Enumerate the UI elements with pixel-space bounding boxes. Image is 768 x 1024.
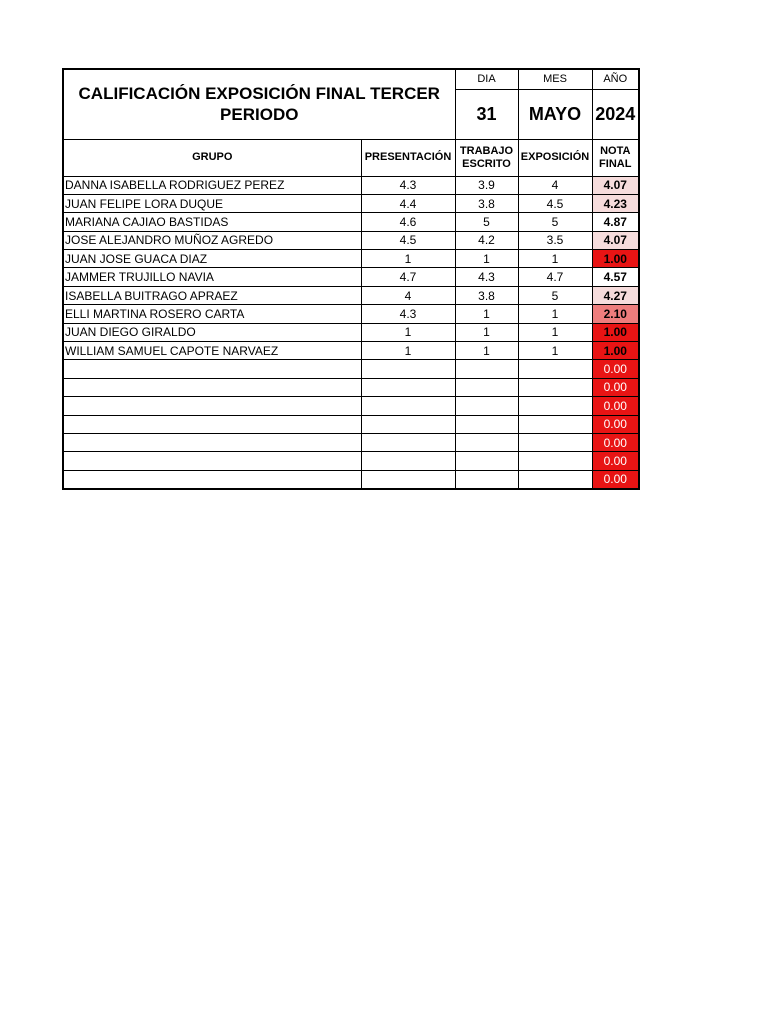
table-row: [63, 342, 639, 360]
written-work-cell[interactable]: [455, 433, 518, 451]
table-row: [63, 176, 639, 194]
student-name-cell[interactable]: [63, 378, 361, 396]
presentation-cell[interactable]: 1: [361, 323, 455, 341]
presentation-cell[interactable]: 4.7: [361, 268, 455, 286]
written-work-cell[interactable]: [455, 470, 518, 488]
year-label[interactable]: AÑO: [592, 69, 639, 89]
presentation-cell[interactable]: 4.3: [361, 176, 455, 194]
final-grade-cell[interactable]: 0.00: [592, 415, 639, 433]
presentation-cell[interactable]: [361, 452, 455, 470]
final-grade-cell[interactable]: 0.00: [592, 433, 639, 451]
student-name-cell[interactable]: JUAN DIEGO GIRALDO: [63, 323, 361, 341]
table-row: [63, 470, 639, 488]
student-name-cell[interactable]: JUAN FELIPE LORA DUQUE: [63, 194, 361, 212]
table-row: [63, 268, 639, 286]
exposition-cell[interactable]: [518, 452, 592, 470]
final-grade-cell[interactable]: 2.10: [592, 305, 639, 323]
written-work-cell[interactable]: [455, 360, 518, 378]
presentation-cell[interactable]: 4.4: [361, 194, 455, 212]
exposition-cell[interactable]: [518, 378, 592, 396]
student-name-cell[interactable]: ELLI MARTINA ROSERO CARTA: [63, 305, 361, 323]
column-header-presentation[interactable]: PRESENTACIÓN: [361, 139, 455, 176]
written-work-cell[interactable]: [455, 452, 518, 470]
presentation-cell[interactable]: [361, 415, 455, 433]
student-name-cell[interactable]: JAMMER TRUJILLO NAVIA: [63, 268, 361, 286]
student-name-cell[interactable]: WILLIAM SAMUEL CAPOTE NARVAEZ: [63, 342, 361, 360]
final-grade-cell[interactable]: 1.00: [592, 250, 639, 268]
written-work-cell[interactable]: [455, 397, 518, 415]
written-work-cell[interactable]: [455, 378, 518, 396]
final-grade-cell[interactable]: 1.00: [592, 342, 639, 360]
exposition-cell[interactable]: 1: [518, 305, 592, 323]
day-value[interactable]: 31: [455, 89, 518, 139]
final-grade-cell[interactable]: 1.00: [592, 323, 639, 341]
table-row: [63, 250, 639, 268]
table-row: [63, 433, 639, 451]
written-work-cell[interactable]: 4.3: [455, 268, 518, 286]
table-row: [63, 360, 639, 378]
presentation-cell[interactable]: 4.3: [361, 305, 455, 323]
final-grade-cell[interactable]: 4.23: [592, 194, 639, 212]
table-row: [63, 231, 639, 249]
student-name-cell[interactable]: [63, 433, 361, 451]
student-name-cell[interactable]: [63, 470, 361, 488]
final-grade-cell[interactable]: 4.27: [592, 286, 639, 304]
table-row: [63, 323, 639, 341]
exposition-cell[interactable]: [518, 433, 592, 451]
final-grade-cell[interactable]: 4.07: [592, 176, 639, 194]
written-work-cell[interactable]: [455, 415, 518, 433]
table-row: [63, 397, 639, 415]
written-work-cell[interactable]: 4.2: [455, 231, 518, 249]
day-label[interactable]: DIA: [455, 69, 518, 89]
written-work-cell[interactable]: 3.9: [455, 176, 518, 194]
grades-spreadsheet: [62, 68, 640, 490]
table-row: [63, 213, 639, 231]
exposition-cell[interactable]: [518, 415, 592, 433]
presentation-cell[interactable]: 1: [361, 342, 455, 360]
year-value[interactable]: 2024: [592, 89, 639, 139]
exposition-cell[interactable]: 1: [518, 342, 592, 360]
exposition-cell[interactable]: 4.7: [518, 268, 592, 286]
presentation-cell[interactable]: [361, 433, 455, 451]
table-row: [63, 305, 639, 323]
exposition-cell[interactable]: [518, 360, 592, 378]
final-grade-cell[interactable]: 0.00: [592, 360, 639, 378]
written-work-cell[interactable]: 3.8: [455, 194, 518, 212]
student-name-cell[interactable]: ISABELLA BUITRAGO APRAEZ: [63, 286, 361, 304]
student-name-cell[interactable]: [63, 452, 361, 470]
month-label[interactable]: MES: [518, 69, 592, 89]
written-work-cell[interactable]: 1: [455, 305, 518, 323]
final-grade-cell[interactable]: 4.57: [592, 268, 639, 286]
written-work-cell[interactable]: 1: [455, 323, 518, 341]
table-row: [63, 452, 639, 470]
exposition-cell[interactable]: 4: [518, 176, 592, 194]
column-header-exposition[interactable]: EXPOSICIÓN: [518, 139, 592, 176]
table-row: [63, 415, 639, 433]
final-grade-cell[interactable]: 0.00: [592, 470, 639, 488]
written-work-cell[interactable]: 5: [455, 213, 518, 231]
column-header-final-grade[interactable]: NOTA FINAL: [592, 139, 639, 176]
student-name-cell[interactable]: [63, 360, 361, 378]
student-name-cell[interactable]: [63, 397, 361, 415]
exposition-cell[interactable]: 1: [518, 250, 592, 268]
presentation-cell[interactable]: [361, 378, 455, 396]
student-name-cell[interactable]: JOSE ALEJANDRO MUÑOZ AGREDO: [63, 231, 361, 249]
student-name-cell[interactable]: JUAN JOSE GUACA DIAZ: [63, 250, 361, 268]
presentation-cell[interactable]: [361, 470, 455, 488]
table-row: [63, 378, 639, 396]
written-work-cell[interactable]: 3.8: [455, 286, 518, 304]
presentation-cell[interactable]: 4.6: [361, 213, 455, 231]
column-header-group[interactable]: GRUPO: [63, 139, 361, 176]
presentation-cell[interactable]: 4.5: [361, 231, 455, 249]
exposition-cell[interactable]: [518, 397, 592, 415]
student-name-cell[interactable]: [63, 415, 361, 433]
student-name-cell[interactable]: MARIANA CAJIAO BASTIDAS: [63, 213, 361, 231]
written-work-cell[interactable]: 1: [455, 250, 518, 268]
presentation-cell[interactable]: [361, 397, 455, 415]
table-row: [63, 194, 639, 212]
final-grade-cell[interactable]: 0.00: [592, 397, 639, 415]
exposition-cell[interactable]: 1: [518, 323, 592, 341]
final-grade-cell[interactable]: 4.87: [592, 213, 639, 231]
exposition-cell[interactable]: 4.5: [518, 194, 592, 212]
exposition-cell[interactable]: 5: [518, 286, 592, 304]
final-grade-cell[interactable]: 0.00: [592, 378, 639, 396]
column-header-written-work[interactable]: TRABAJO ESCRITO: [455, 139, 518, 176]
presentation-cell[interactable]: [361, 360, 455, 378]
month-value[interactable]: MAYO: [518, 89, 592, 139]
exposition-cell[interactable]: [518, 470, 592, 488]
exposition-cell[interactable]: 5: [518, 213, 592, 231]
exposition-cell[interactable]: 3.5: [518, 231, 592, 249]
final-grade-cell[interactable]: 4.07: [592, 231, 639, 249]
presentation-cell[interactable]: 1: [361, 250, 455, 268]
sheet-title[interactable]: CALIFICACIÓN EXPOSICIÓN FINAL TERCER PERIODO: [63, 69, 455, 139]
student-name-cell[interactable]: DANNA ISABELLA RODRIGUEZ PEREZ: [63, 176, 361, 194]
presentation-cell[interactable]: 4: [361, 286, 455, 304]
final-grade-cell[interactable]: 0.00: [592, 452, 639, 470]
written-work-cell[interactable]: 1: [455, 342, 518, 360]
table-row: [63, 286, 639, 304]
